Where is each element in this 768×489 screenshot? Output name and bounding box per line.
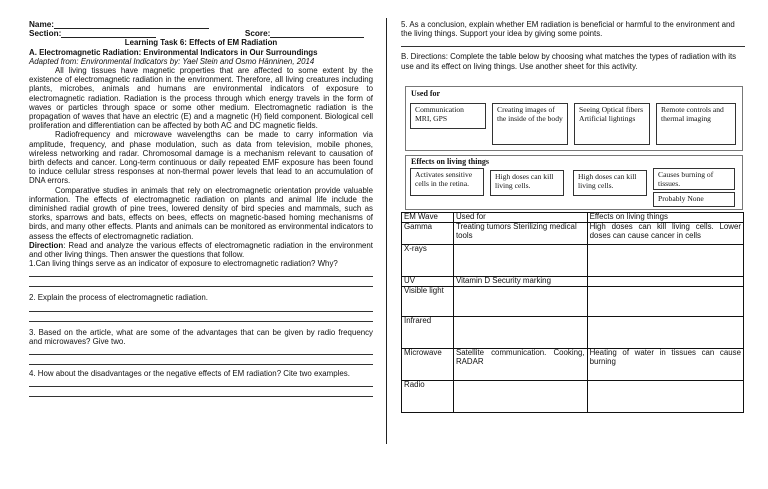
section-blank[interactable]: [61, 29, 156, 38]
wave-cell: UV: [402, 276, 454, 286]
effect-cell[interactable]: [587, 276, 743, 286]
question-3: 3. Based on the article, what are some of the advantages that can be given by radio frequency and microwaves? Give two.: [29, 327, 373, 346]
table-row: [402, 348, 744, 380]
effects-option: Probably None: [653, 192, 735, 207]
header-em-wave: EM Wave: [402, 213, 454, 223]
answer-line[interactable]: [29, 278, 373, 287]
used-cell[interactable]: [453, 286, 587, 316]
table-row: [402, 244, 744, 276]
answer-line[interactable]: [29, 356, 373, 365]
wave-cell: X-rays: [402, 244, 454, 276]
question-5: 5. As a conclusion, explain whether EM radiation is beneficial or harmful to the environment and the living things. Support your idea by giving some points.: [401, 20, 735, 39]
section-score-line: [29, 29, 373, 38]
direction-text: : Read and analyze the various effects of electromagnetic radiation in the environment and other living things. Then answer the questions that follow.: [29, 240, 373, 260]
used-for-label: Used for: [411, 89, 441, 98]
used-for-option: Remote controls and thermal imaging: [656, 103, 736, 145]
header-effects: Effects on living things: [587, 213, 743, 223]
column-divider: [386, 18, 387, 444]
em-wave-table: [401, 212, 744, 413]
direction-label: Direction: [29, 240, 64, 250]
section-label: Section:: [29, 29, 62, 39]
part-b-directions: B. Directions: Complete the table below by choosing what matches the types of radiation with its use and its effect on living things. Use another sheet for this activity.: [401, 52, 737, 71]
used-cell[interactable]: [453, 380, 587, 412]
answer-line[interactable]: [29, 303, 373, 312]
used-cell[interactable]: Satellite communication. Cooking, RADAR: [453, 348, 587, 380]
answer-line[interactable]: [29, 388, 373, 397]
header-used-for: Used for: [453, 213, 587, 223]
effect-cell[interactable]: [587, 380, 743, 412]
wave-cell: Visible light: [402, 286, 454, 316]
name-label: Name:: [29, 20, 55, 29]
answer-line[interactable]: [29, 378, 373, 387]
used-cell[interactable]: Treating tumors Sterilizing medical tools: [453, 222, 587, 244]
effect-cell[interactable]: [587, 244, 743, 276]
used-for-option: Communication MRI, GPS: [410, 103, 486, 129]
answer-line[interactable]: [401, 38, 745, 47]
direction: [29, 241, 373, 259]
table-row: [402, 316, 744, 348]
used-for-option: Seeing Optical fibers Artificial lightings: [574, 103, 650, 145]
answer-line[interactable]: [29, 346, 373, 355]
name-line: [29, 20, 373, 29]
wave-cell: Gamma: [402, 222, 454, 244]
used-cell[interactable]: [453, 316, 587, 348]
part-a-heading: A. Electromagnetic Radiation: Environmental Indicators in Our Surroundings: [29, 47, 318, 57]
table-row: [402, 222, 744, 244]
table-row: [402, 380, 744, 412]
effects-option: Activates sensitive cells in the retina.: [410, 168, 484, 196]
wave-cell: Radio: [402, 380, 454, 412]
score-label: Score:: [244, 29, 271, 39]
used-cell[interactable]: [453, 244, 587, 276]
effect-cell[interactable]: Heating of water in tissues can cause burning: [587, 348, 743, 380]
paragraph-2: Radiofrequency and microwave wavelengths can be made to carry information via amplitude, frequency, and phase modulation, such as data from television, mobile phones, wireless networking and radar. Chromosomal damage is a mechanism relevant to causation of birth defects and cancer. Long-term continuous or daily repeated EMF exposure has been found to induce cellular stress responses at non-thermal power levels that lead to an accumulation of DNA errors.: [29, 130, 373, 186]
used-for-option: Creating images of the inside of the body: [492, 103, 568, 145]
table-header-row: [402, 213, 744, 223]
task-title: Learning Task 6: Effects of EM Radiation: [124, 38, 278, 48]
adapted-note: Adapted from: Environmental Indicators by: Yael Stein and Osmo Hänninen, 2014: [29, 56, 315, 66]
name-blank[interactable]: [54, 20, 209, 29]
wave-cell: Infrared: [402, 316, 454, 348]
effects-label: Effects on living things: [411, 157, 490, 166]
wave-cell: Microwave: [402, 348, 454, 380]
paragraph-1: All living tissues have magnetic properties that are affected to some extent by the existence of electromagnetic radiation in the environment. Therefore, all living creatures including plants, microbes, animals and humans are environmental indicators of exposure to electromagnetic radiation. Radiation is the process through which energy travels in the form of waves or particles through space or some other medium. Electromagnetic radiation is the propagation of waves that have an electric (E) and a magnetic (H) field component. Biological cell proliferation and differentiation can be affected by both AC and DC magnetic fields.: [29, 66, 373, 131]
table-row: [402, 286, 744, 316]
question-1: 1.Can living things serve as an indicator of exposure to electromagnetic radiation? Why?: [29, 259, 338, 269]
effect-cell[interactable]: [587, 316, 743, 348]
answer-line[interactable]: [29, 268, 373, 277]
answer-line[interactable]: [29, 313, 373, 322]
paragraph-3: Comparative studies in animals that rely on electromagnetic orientation provide valuable information. The effects of electromagnetic radiation on plants and animal life include the diminished radial growth of pine trees, lowered density of bird species and mammals, such as storks, sparrows and bats, effects on bees, effects on magnetic-based homing mechanisms of birds, and many other effects. Plants and animals can be monitored as environmental indicators to assess the effects of electromagnetic radiation.: [29, 185, 373, 241]
score-blank[interactable]: [270, 29, 364, 38]
right-column: [401, 20, 745, 71]
effect-cell[interactable]: [587, 286, 743, 316]
effects-option: High doses can kill living cells.: [490, 170, 564, 196]
question-2: 2. Explain the process of electromagnetic radiation.: [29, 293, 208, 303]
left-column: [29, 20, 373, 398]
effect-cell[interactable]: High doses can kill living cells. Lower doses can cause cancer in cells: [587, 222, 743, 244]
table-row: [402, 276, 744, 286]
effects-option: Causes burning of tissues.: [653, 168, 735, 190]
question-4: 4. How about the disadvantages or the negative effects of EM radiation? Cite two examples.: [29, 369, 350, 379]
effects-option: High doses can kill living cells.: [573, 170, 647, 196]
used-cell[interactable]: Vitamin D Security marking: [453, 276, 587, 286]
